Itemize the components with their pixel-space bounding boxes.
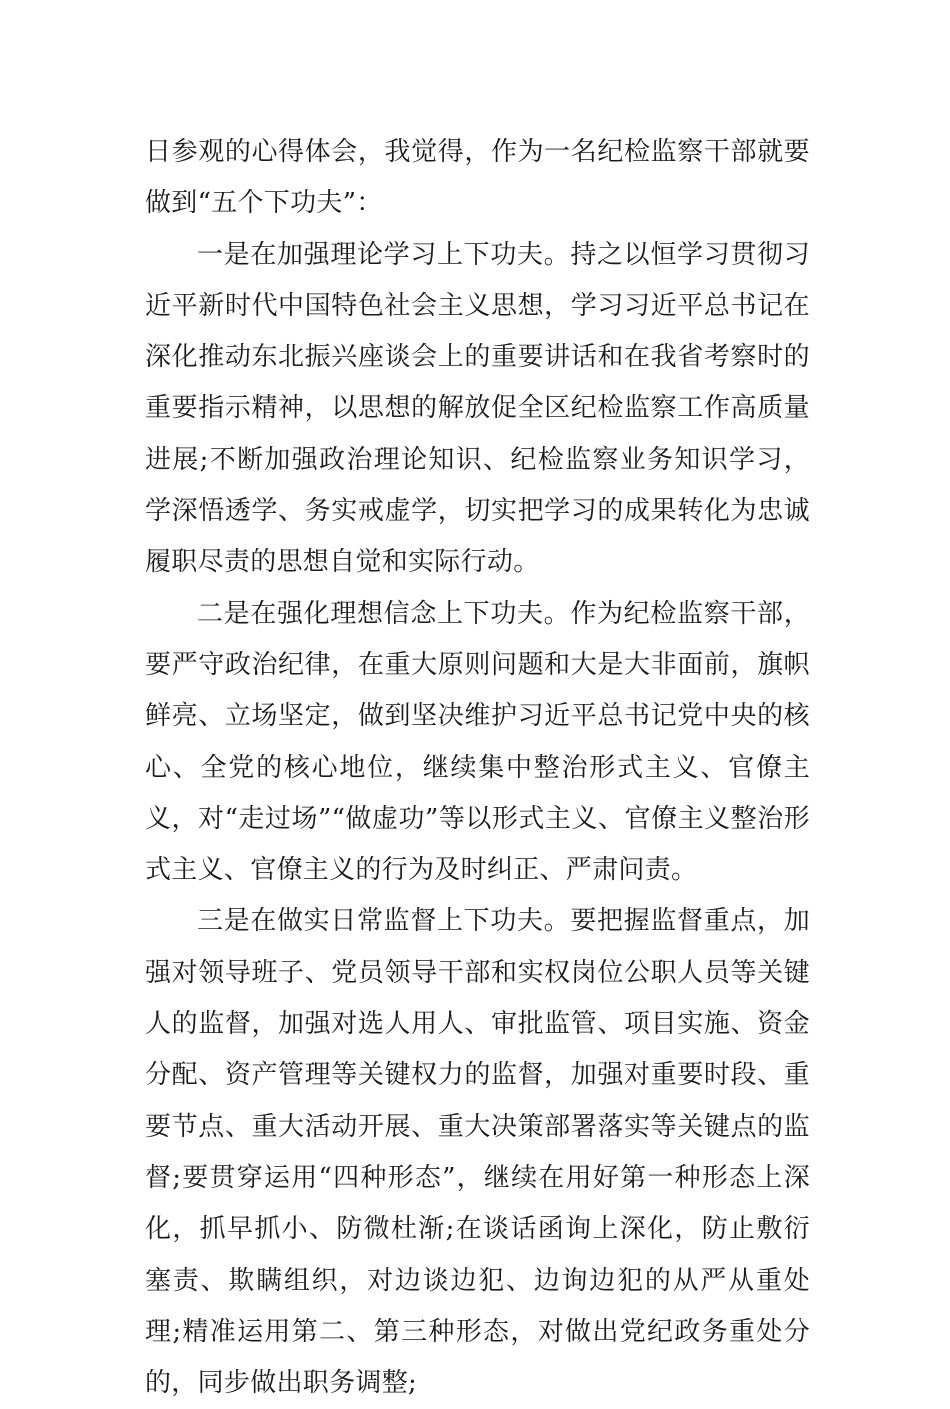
paragraph-daily-supervision: 三是在做实日常监督上下功夫。要把握监督重点，加强对领导班子、党员领导干部和实权岗位公职人员等关键人的监督，加强对选人用人、审批监管、项目实施、资金分配、资产管理等关键权力的监督，加强对重要时段、重要节点、重大活动开展、重大决策部署落实等关键点的监督;要贯穿运用“四种形态”，继续在用好第一种形态上深化，抓早抓小、防微杜渐;在谈话函询上深化，防止敷衍塞责、欺瞒组织，对边谈边犯、边询边犯的从严从重处理;精准运用第二、第三种形态，对做出党纪政务重处分的，同步做出职务调整; bbox=[145, 906, 810, 1399]
document-body bbox=[145, 127, 810, 1409]
paragraph-continuation: 日参观的心得体会，我觉得，作为一名纪检监察干部就要做到“五个下功夫”： bbox=[145, 137, 810, 219]
paragraph-ideals-beliefs: 二是在强化理想信念上下功夫。作为纪检监察干部，要严守政治纪律，在重大原则问题和大是大非面前，旗帜鲜亮、立场坚定，做到坚决维护习近平总书记党中央的核心、全党的核心地位，继续集中整治形式主义、官僚主义，对“走过场”“做虚功”等以形式主义、官僚主义整治形式主义、官僚主义的行为及时纠正、严肃问责。 bbox=[145, 598, 810, 886]
paragraph-theory-study: 一是在加强理论学习上下功夫。持之以恒学习贯彻习近平新时代中国特色社会主义思想，学习习近平总书记在深化推动东北振兴座谈会上的重要讲话和在我省考察时的重要指示精神，以思想的解放促全区纪检监察工作高质量进展;不断加强政治理论知识、纪检监察业务知识学习，学深悟透学、务实戒虚学，切实把学习的成果转化为忠诚履职尽责的思想自觉和实际行动。 bbox=[145, 239, 810, 578]
